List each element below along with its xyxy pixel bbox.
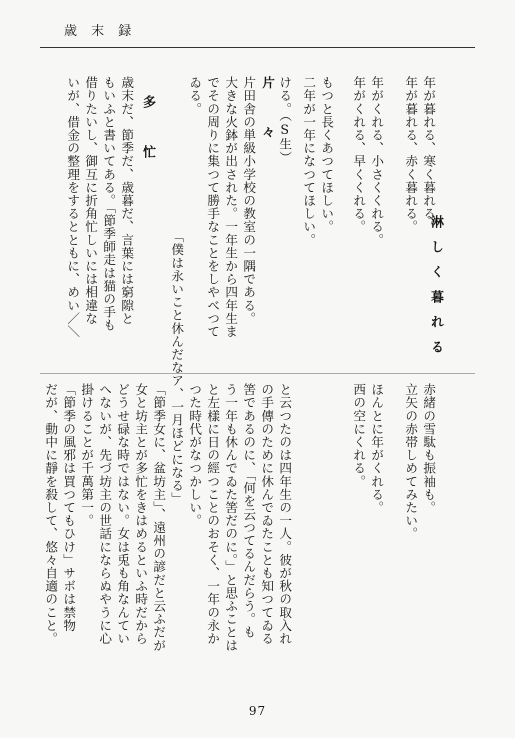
poem-lower-line-1: 赤緒の雪駄も振袖も。 (421, 383, 437, 514)
middle-lower-line-3: 筈であるのに、「何を云つてるんだらう。も (241, 383, 257, 639)
left-lower-line-7: だが、動中に靜を殺して、悠々自適のこと。 (43, 383, 59, 645)
left-line-2: もいふと書いてある。「節季師走は猫の手も (101, 76, 117, 332)
left-line-4: いが、借金の整理をするとともに、めい／＼ (65, 76, 81, 338)
middle-line-4: 大きな火鉢が出された。一年生から四年生ま (223, 76, 239, 338)
left-lower-line-1: 「節季女に、盆坊主」、遠州の諺だと云ふだが (151, 383, 167, 652)
poem-heading: 淋しく暮れる (428, 215, 443, 365)
middle-line-3: 片田舎の単級小学校の教室の一隅である。 (241, 76, 257, 325)
left-lower-line-3: どうせ碌な時ではない。女は兎も角なんてい (115, 383, 131, 645)
middle-quote-1: 「僕は永いこと休んだなア、一月ほどになる」 (169, 230, 185, 506)
left-lower-line-4: へないが、先づ坊主の世話にならぬやうに心 (97, 383, 113, 645)
poem-line-6: 二年が一年になつてほしい。 (301, 76, 317, 247)
left-lower-line-2: 女と坊主とが多忙をきはめるといふ時だから (133, 383, 149, 645)
middle-lower-line-2: の手傳のために休んでゐたことも知つてゐる (259, 383, 275, 645)
katakata-heading: 片 々 (260, 76, 275, 150)
middle-lower-line-4: う一年も休んでゐた筈だのに。」と思ふことは (223, 383, 239, 652)
middle-lower-line-6: つた時代がなつかしい。 (187, 383, 203, 528)
running-title: 歳 末 録 (64, 24, 137, 39)
left-lower-line-5: 掛けることが千萬第一。 (79, 383, 95, 528)
poem-lower-line-3: ほんとに年がくれる。 (369, 383, 385, 514)
left-line-3: 借りたいし、御互に折角忙しいには相違な (83, 76, 99, 325)
tabo-heading: 多 忙 (140, 95, 155, 170)
poem-line-1: 年が暮れる、寒く暮れる。 (421, 76, 437, 234)
poem-lower-line-2: 立矢の赤帯しめてみたい。 (403, 383, 419, 541)
poem-line-3: 年がくれる、小さくくれる。 (369, 76, 385, 247)
page-number: 97 (248, 704, 267, 718)
middle-line-5: でその周りに集つて勝手なことをしやべつて (205, 76, 221, 338)
poem-line-2: 年が暮れる、赤く暮れる。 (403, 76, 419, 234)
poem-lower-line-4: 西の空にくれる。 (351, 383, 367, 488)
middle-line-1: ける。（S生） (277, 76, 293, 164)
section-divider (40, 373, 475, 374)
poem-line-4: 年がくれる、早くくれる。 (351, 76, 367, 234)
middle-line-6: ゐる。 (187, 76, 203, 116)
left-lower-line-6: 「節季の風邪は買つてもひけ」サボは禁物 (61, 383, 77, 632)
middle-lower-line-1: と云つたのは四年生の一人。彼が秋の取入れ (277, 383, 293, 645)
middle-lower-line-5: と左樣に日の經つことのおそく、一年の永か (205, 383, 221, 645)
left-line-1: 歳末だ、節季だ、歳暮だ、言葉には窮隙と (119, 76, 135, 325)
poem-line-5: もつと長くあつてほしい。 (319, 76, 335, 234)
header-rule (40, 47, 475, 48)
